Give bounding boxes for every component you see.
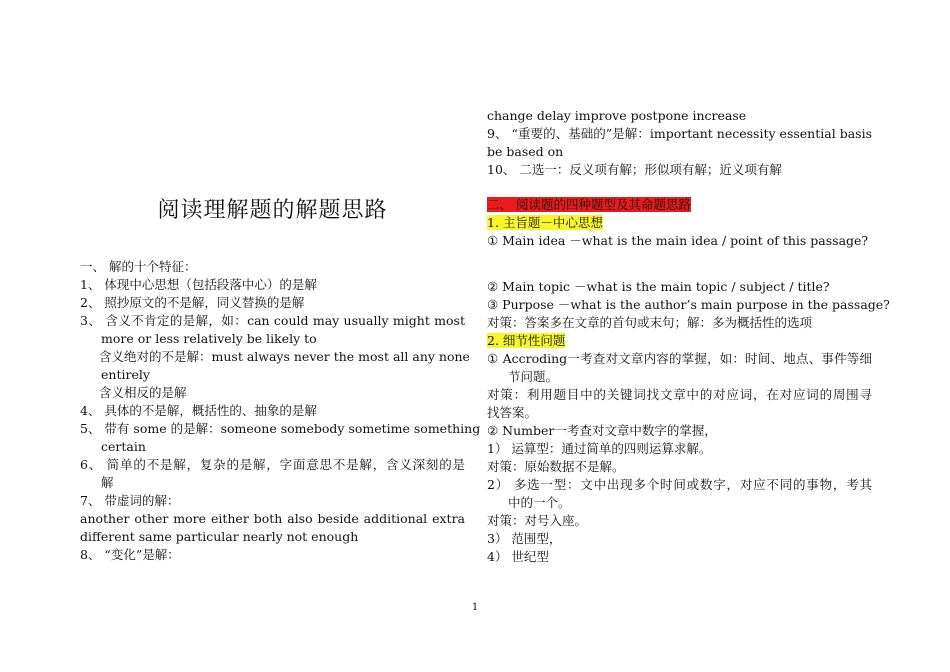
main-idea-question: ① Main idea －what is the main idea / point of this passage? bbox=[487, 233, 869, 248]
number-question: ② Number一考查对文章中数字的掌握， bbox=[487, 423, 717, 438]
feature-item-3: 3、 含义不肯定的是解，如：can could may usually might most bbox=[80, 313, 465, 328]
feature-item-6: 6、 简单的不是解，复杂的是解，字面意思不是解，含义深刻的是 bbox=[80, 457, 465, 472]
main-idea-strategy: 对策：答案多在文章的首句或末句；解：多为概括性的选项 bbox=[487, 315, 813, 330]
feature-item-2: 2、 照抄原文的不是解，同义替换的是解 bbox=[80, 295, 305, 310]
feature-item-6-continued: 解 bbox=[101, 475, 114, 490]
document-title: 阅读理解题的解题思路 bbox=[157, 198, 388, 223]
according-question: ① Accroding一考查对文章内容的掌握，如：时间、地点、事件等细 bbox=[487, 351, 872, 366]
feature-item-9-continued: be based on bbox=[487, 144, 564, 159]
spacer bbox=[487, 250, 872, 278]
section-two-heading bbox=[487, 196, 872, 214]
according-strategy: 对策：利用题目中的关键词找文章中的对应词，在对应词的周围寻 bbox=[487, 387, 872, 402]
feature-item-7: 7、 带虚词的解： bbox=[80, 493, 180, 508]
detail-heading-text: 2. 细节性问题 bbox=[487, 333, 566, 348]
feature-item-8: 8、 “变化”是解： bbox=[80, 547, 180, 562]
feature-item-10: 10、 二选一：反义项有解；形似项有解；近义项有解 bbox=[487, 162, 782, 177]
section-one-heading: 一、 解的十个特征： bbox=[80, 259, 197, 274]
section-two-heading-text: 二、 阅读题的四种题型及其命题思路 bbox=[487, 197, 691, 212]
feature-item-5: 5、 带有 some 的是解：someone somebody sometime something bbox=[80, 421, 481, 436]
feature-item-3-continued: more or less relatively be likely to bbox=[101, 331, 317, 346]
main-idea-heading bbox=[487, 214, 872, 232]
detail-heading bbox=[487, 332, 872, 350]
purpose-question: ③ Purpose －what is the author’s main purpose in the passage? bbox=[487, 297, 890, 312]
according-question-continued: 节问题。 bbox=[508, 369, 559, 384]
feature-item-5-continued: certain bbox=[101, 439, 146, 454]
function-words-line-2: different same particular nearly not enough bbox=[80, 529, 359, 544]
feature-item-3-absolute: 含义绝对的不是解：must always never the most all any none bbox=[99, 349, 470, 364]
number-type-2: 2） 多选一型：文中出现多个时间或数字，对应不同的事物，考其 bbox=[487, 477, 872, 492]
according-strategy-continued: 找答案。 bbox=[487, 405, 538, 420]
spacer bbox=[487, 179, 872, 196]
main-idea-heading-text: 1. 主旨题－中心思想 bbox=[487, 215, 603, 230]
feature-item-9: 9、 “重要的、基础的”是解：important necessity essential basis bbox=[487, 126, 872, 141]
number-type-4: 4） 世纪型 bbox=[487, 549, 549, 564]
left-column bbox=[80, 258, 481, 564]
feature-item-1: 1、 体现中心思想（包括段落中心）的是解 bbox=[80, 277, 317, 292]
number-type-2-continued: 中的一个。 bbox=[508, 495, 571, 510]
main-topic-question: ② Main topic －what is the main topic / subject / title? bbox=[487, 279, 830, 294]
function-words-line-1: another other more either both also beside additional extra bbox=[80, 511, 465, 526]
feature-item-4: 4、 具体的不是解，概括性的、抽象的是解 bbox=[80, 403, 317, 418]
change-words-line: change delay improve postpone increase bbox=[487, 108, 747, 123]
number-type-1: 1） 运算型：通过简单的四则运算求解。 bbox=[487, 441, 712, 456]
number-type-2-strategy: 对策：对号入座。 bbox=[487, 513, 588, 528]
right-column bbox=[487, 107, 890, 566]
number-type-3: 3） 范围型， bbox=[487, 531, 562, 546]
number-type-1-strategy: 对策：原始数据不是解。 bbox=[487, 459, 625, 474]
page-number: 1 bbox=[471, 602, 479, 613]
feature-item-3-opposite: 含义相反的是解 bbox=[99, 385, 187, 400]
feature-item-3-absolute-continued: entirely bbox=[101, 367, 150, 382]
